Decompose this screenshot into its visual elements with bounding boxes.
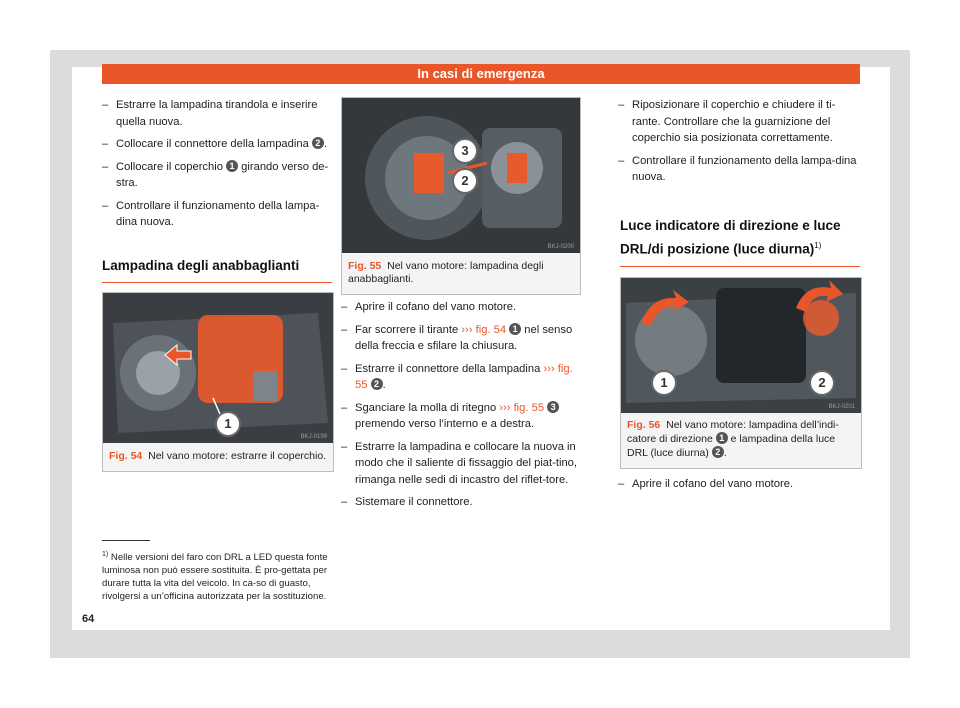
step-item: – Estrarre la lampadina tirandola e inserire quella nuova. [102,97,334,130]
step-item: – Estrarre la lampadina e collocare la nuova in modo che il saliente di fissaggio del piat-tino, rimanga nelle sedi di incastro del riflet-tore. [341,439,579,489]
callout-badge: 2 [809,370,835,396]
step-item: – Controllare il funzionamento della lampa-dina nuova. [618,153,860,186]
figure-link[interactable]: ››› fig. 55 [355,362,573,391]
figure-code: BKJ-0199 [300,434,327,440]
callout-number: 1 [226,160,238,172]
step-item: – Far scorrere il tirante ››› fig. 54 1 nel senso della freccia e sfilare la chiusura. [341,322,579,355]
section-title: Luce indicatore di direzione e luce DRL/di posizione (luce diurna)$^{1)}$ [620,218,841,257]
callout-badge: 3 [452,138,478,164]
figure-caption: Fig. 54 Nel vano motore: estrarre il coperchio. [109,450,327,462]
step-item: – Aprire il cofano del vano motore. [341,299,579,316]
callout-badge: 1 [651,370,677,396]
column-3 [618,97,860,192]
figure-link[interactable]: ››› fig. 54 [461,323,507,336]
figure-caption: Fig. 56 Nel vano motore: lampadina dell’indi-catore di direzione 1 e lampadina della luce DRL (luce diurna) 2 . [627,419,839,459]
step-item: – Sganciare la molla di ritegno ››› fig. 55 3 premendo verso l’interno e a destra. [341,400,579,433]
step-item: – Riposizionare il coperchio e chiudere il ti-rante. Controllare che la guarnizione del coperchio sia posizionata correttamente. [618,97,860,147]
footnote: $^{1)}$ Nelle versioni del faro con DRL a LED questa fonte luminosa non può essere sostituita. È pro-gettata per durare tutta la vita del veicolo. In ca-so di guasto, rivolgersi a un’officina autorizzata per la sostituzione. [102,551,328,603]
chapter-header: In casi di emergenza [102,64,860,84]
section-title: Lampadina degli anabbaglianti [102,258,300,273]
figure-55 [341,97,581,295]
footnote-divider [102,540,150,541]
column-2-steps [341,299,579,517]
step-item: – Aprire il cofano del vano motore. [618,476,860,493]
step-item: – Collocare il coperchio 1 girando verso de-stra. [102,159,334,192]
figure-code: BKJ-0200 [547,244,574,250]
figure-code: BKJ-0201 [828,404,855,410]
figure-56-image [621,278,861,413]
step-item: – Estrarre il connettore della lampadina ››› fig. 55 2 . [341,361,579,394]
figure-54 [102,292,334,472]
figure-54-image [103,293,333,443]
step-item: – Sistemare il connettore. [341,494,579,511]
figure-56 [620,277,862,469]
step-item: – Collocare il connettore della lampadina 2 . [102,136,334,153]
callout-number: 2 [312,137,324,149]
figure-link[interactable]: ››› fig. 55 [499,401,545,414]
callout-badge: 1 [215,411,241,437]
column-3-steps [618,476,860,499]
step-item: – Controllare il funzionamento della lampa-dina nuova. [102,198,334,231]
section-divider [102,282,332,283]
callout-badge: 2 [452,168,478,194]
section-divider [620,266,860,267]
figure-55-image [342,98,580,253]
figure-caption: Fig. 55 Nel vano motore: lampadina degli anabbaglianti. [348,260,544,285]
column-1 [102,97,334,237]
page-number: 64 [82,613,95,625]
